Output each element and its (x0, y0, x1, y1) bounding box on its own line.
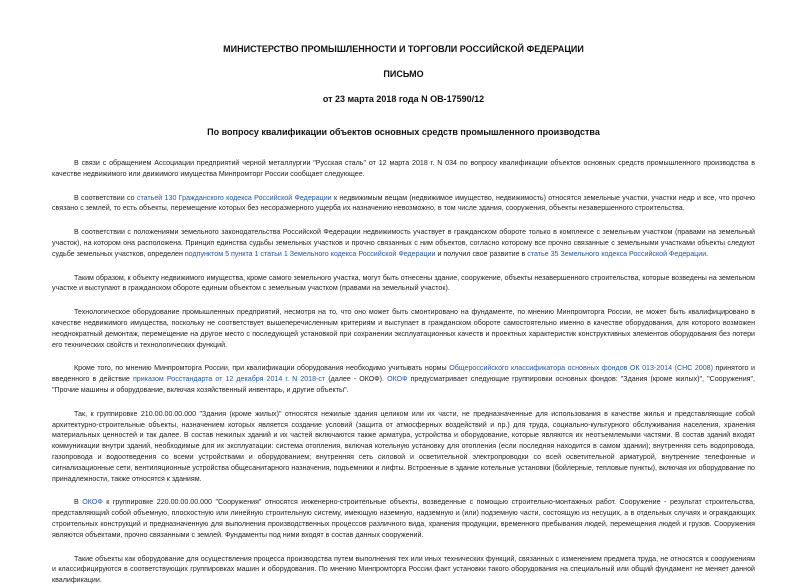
paragraph-3 (52, 227, 755, 259)
document-date-number: от 23 марта 2018 года N ОВ-17590/12 (322, 94, 485, 104)
paragraph-3-text-a: В соответствии с положениями земельного законодательства Российской Федерации недвижимость участвует в гражданском обороте только в комплексе с земельным участком (правами на земельный участок), на котором она расположена. Принцип единства судьбы земельных участков и прочно связанных с ним объектов, согласно которому все прочно связанные с земельными участками объекты следуют судьбе земельных участков, определен (52, 228, 755, 258)
paragraph-6-text-b: принятого и введенного в действие (52, 364, 755, 384)
link-rosstandart-order[interactable]: приказом Росстандарта от 12 декабря 2014 г. N 2018-ст (132, 375, 326, 384)
paragraph-8-text-b: к группировке 220.00.00.00.000 "Сооружения" относятся инженерно-строительные объекты, возведенные с помощью строительно-монтажных работ. Сооружение - результат строительства, представляющий собой объемную, плоскостную или линейную строительную систему, имеющую наземную, надземную и (или) подземную части, состоящую из несущих, а в отдельных случаях и ограждающих строительных конструкций и предназначенную для выполнения производственных процессов различного вида, хранения продукции, временного пребывания людей, перемещения людей и грузов. Сооружения являются объектами, прочно связанными с землей. Фундаменты под ними входят в состав данных сооружений. (52, 498, 755, 539)
paragraph-7 (52, 409, 755, 485)
link-okof-2[interactable]: ОКОФ (82, 498, 103, 507)
ministry-name: МИНИСТЕРСТВО ПРОМЫШЛЕННОСТИ И ТОРГОВЛИ РОССИЙСКОЙ ФЕДЕРАЦИИ (223, 44, 584, 54)
paragraph-9-text: Такие объекты как оборудование для осуществления процесса производства путем выполнения тех или иных технических функций, связанных с изменением предмета труда, не относятся к сооружениям и классифицируются в соответствующих группировках машин и оборудования. По мнению Минпромторга России факт установки такого оборудования на специальный или общий фундамент не меняет данной квалификации. (52, 554, 755, 585)
paragraph-3-text-b: и получил свое развитие в (435, 249, 528, 258)
paragraph-6-text-c: (далее - ОКОФ). (325, 375, 388, 384)
paragraph-1-text: В связи с обращением Ассоциации предприятий черной металлургии "Русская сталь" от 12 марта 2018 г. N 034 по вопросу квалификации объектов основных средств промышленного производства в качестве недвижимого или движимого имущества Минпромторг России сообщает следующее. (52, 159, 755, 178)
paragraph-4 (52, 273, 755, 295)
link-okof-classifier[interactable]: Общероссийского классификатора основных фондов ОК 013-2014 (СНС 2008) (449, 364, 713, 373)
paragraph-1 (52, 158, 755, 180)
document-subject: По вопросу квалификации объектов основных средств промышленного производства (207, 127, 600, 137)
link-land-code-article-35[interactable]: статье 35 Земельного кодекса Российской Федерации (527, 249, 707, 258)
link-okof[interactable]: ОКОФ (387, 375, 408, 384)
paragraph-2-text-b: к недвижимым вещам (недвижимое имущество, недвижимость) относятся земельные участки, участки недр и все, что прочно связано с землей, то есть объекты, перемещение которых без несоразмерного ущерба их назначению невозможно, в том числе здания, сооружения, объекты незавершенного строительства. (52, 193, 755, 213)
paragraph-5 (52, 307, 755, 350)
paragraph-7-text: Так, к группировке 210.00.00.00.000 "Здания (кроме жилых)" относятся нежилые здания целиком или их части, не предназначенные для использования в качестве жилья и представляющие собой архитектурно-строительные объекты, назначением которых является создание условий (защита от атмосферных воздействий и пр.) для труда, социально-культурного обслуживания населения, хранения материальных ценностей и так далее. В состав нежилых зданий и их частей включаются также арматура, устройства и оборудование, которые являются их неотъемлемыми частями. В состав зданий входят коммуникации внутри зданий, необходимые для их эксплуатации: система отопления, включая котельную установку для отопления (если последняя находится в самом здании); внутренняя сеть водопровода, газопровода и водоотведения со всеми устройствами и оборудованием; внутренняя сеть силовой и осветительной электропроводки со всей осветительной арматурой, внутренние телефонные и сигнализационные сети, вентиляционные устройства общесанитарного назначения, подъемники и лифты. Встроенные в здание котельные установки (бойлерные, тепловые пункты), включая их оборудование по принадлежности, также относятся к зданиям. (52, 409, 755, 483)
paragraph-2 (52, 193, 755, 215)
paragraph-8 (52, 497, 755, 540)
link-land-code-article-1[interactable]: подпунктом 5 пункта 1 статьи 1 Земельного кодекса Российской Федерации (184, 249, 436, 258)
paragraph-3-text-c: . (706, 249, 709, 258)
paragraph-5-text: Технологическое оборудование промышленных предприятий, несмотря на то, что оно может быть смонтировано на фундаменте, по мнению Минпромторга России, не может быть квалифицировано в качестве недвижимого имущества, поскольку не соответствует вышеперечисленным критериям и выступает в гражданском обороте самостоятельно именно в качестве оборудования, для которого возможен неоднократный демонтаж, перемещение на другое место с последующей установкой при сохранении эксплуатационных качеств и проектных характеристик конструктивных элементов оборудования без потери его технических свойств и технологических функций. (52, 308, 755, 349)
paragraph-9 (52, 554, 755, 586)
document-kind: ПИСЬМО (383, 69, 424, 79)
paragraph-6-text-d: предусматривает следующие группировки основных фондов: "Здания (кроме жилых)", "Сооружения", "Прочие машины и оборудование, включая хозяйственный инвентарь, и другие объекты". (52, 375, 755, 394)
link-civil-code-article-130[interactable]: статьей 130 Гражданского кодекса Российской Федерации (136, 193, 332, 202)
document-body (52, 158, 755, 586)
paragraph-2-text-a: В соответствии со (74, 193, 137, 202)
paragraph-6-text-a: Кроме того, по мнению Минпромторга России, при квалификации оборудования необходимо учитывать нормы (74, 364, 450, 373)
paragraph-4-text: Таким образом, к объекту недвижимого имущества, кроме самого земельного участка, могут быть отнесены здание, сооружение, объекты незавершенного строительства, которые возведены на земельном участке и выступают в гражданском обороте единым объектом с земельным участком (правами на земельный участок). (52, 273, 755, 293)
paragraph-6 (52, 363, 755, 395)
paragraph-8-text-a: В (74, 498, 83, 507)
